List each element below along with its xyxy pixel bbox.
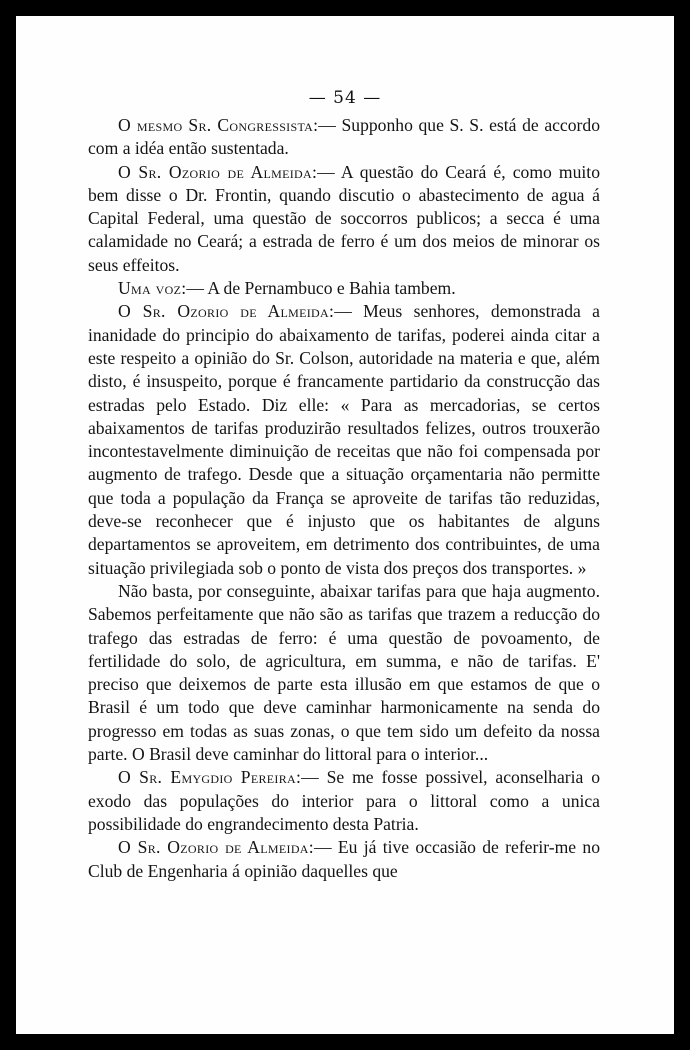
paragraph-uma-voz (88, 277, 600, 300)
speaker-name: O Sr. Emygdio Pereira: (118, 767, 302, 788)
speech-text: — Se me fosse possivel, aconselharia o exodo das populações do interior para o littoral como a unica possibilidade do engrandecimento desta Patria. (88, 767, 600, 834)
speech-text: — A de Pernambuco e Bahia tambem. (186, 278, 456, 299)
page-number: — 54 — (308, 88, 382, 108)
speaker-name: O Sr. Ozorio de Almeida: (118, 161, 318, 182)
speech-text: — A questão do Ceará é, como muito bem disse o Dr. Frontin, quando discutio o abastecimento de agua á Capital Federal, uma questão de soccorros publicos; a secca é uma calamidade no Ceará; a estrada de ferro é um dos meios de minorar os seus effeitos. (88, 161, 600, 275)
paragraph-continuation (88, 580, 600, 766)
paragraph-congressista (88, 114, 600, 161)
speech-text: — Meus senhores, demonstrada a inanidade do principio do abaixamento de tarifas, poderei ainda citar a este respeito a opinião do Sr. Colson, autoridade na materia e que, além disto, é insuspeito, porque é francamente partidario da construcção das estradas pelo Estado. Diz elle: « Para as mercadorias, se certos abaixamentos de tarifas produzirão resultados felizes, outros trouxerão incontestavelmente diminuição de receitas que não foi compensada por augmento de trafego. Desde que a situação orçamentaria não permitte que toda a população da França se aproveite de tarifas tão reduzidas, deve-se reconhecer que é injusto que os habitantes de alguns departamentos se aproveitem, em detrimento dos contribuintes, de uma situação privilegiada sob o ponto de vista dos preços dos transportes. » (88, 301, 600, 578)
speaker-name: Uma voz: (118, 278, 187, 299)
page-sheet (16, 16, 674, 1034)
speech-text: — Eu já tive occasião de referir-me no Club de Engenharia á opinião daquelles que (88, 837, 600, 881)
speech-text: Não basta, por conseguinte, abaixar tarifas para que haja augmento. Sabemos perfeitamente que não são as tarifas que trazem a reducção do trafego das estradas de ferro: é uma questão de povoamento, de fertilidade do solo, de agricultura, em summa, e não de tarifas. E' preciso que deixemos de parte esta illusão em que estamos de que o Brasil é um todo que deve caminhar harmonicamente na senda do progresso em todas as suas zonas, o que tem sido um defeito da nossa parte. O Brasil deve caminhar do littoral para o interior... (88, 580, 600, 765)
speaker-name: O mesmo Sr. Congressista: (118, 115, 319, 135)
paragraph-emygdio (88, 766, 600, 836)
paragraph-ozorio-1 (88, 161, 600, 277)
paragraph-ozorio-3 (88, 836, 600, 883)
speaker-name: O Sr. Ozorio de Almeida: (118, 301, 335, 322)
paragraph-ozorio-2 (88, 300, 600, 580)
speech-text: — Supponho que S. S. está de accordo com a idéa então sustentada. (88, 115, 600, 159)
text-body (88, 114, 600, 883)
speaker-name: O Sr. Ozorio de Almeida: (118, 837, 314, 858)
